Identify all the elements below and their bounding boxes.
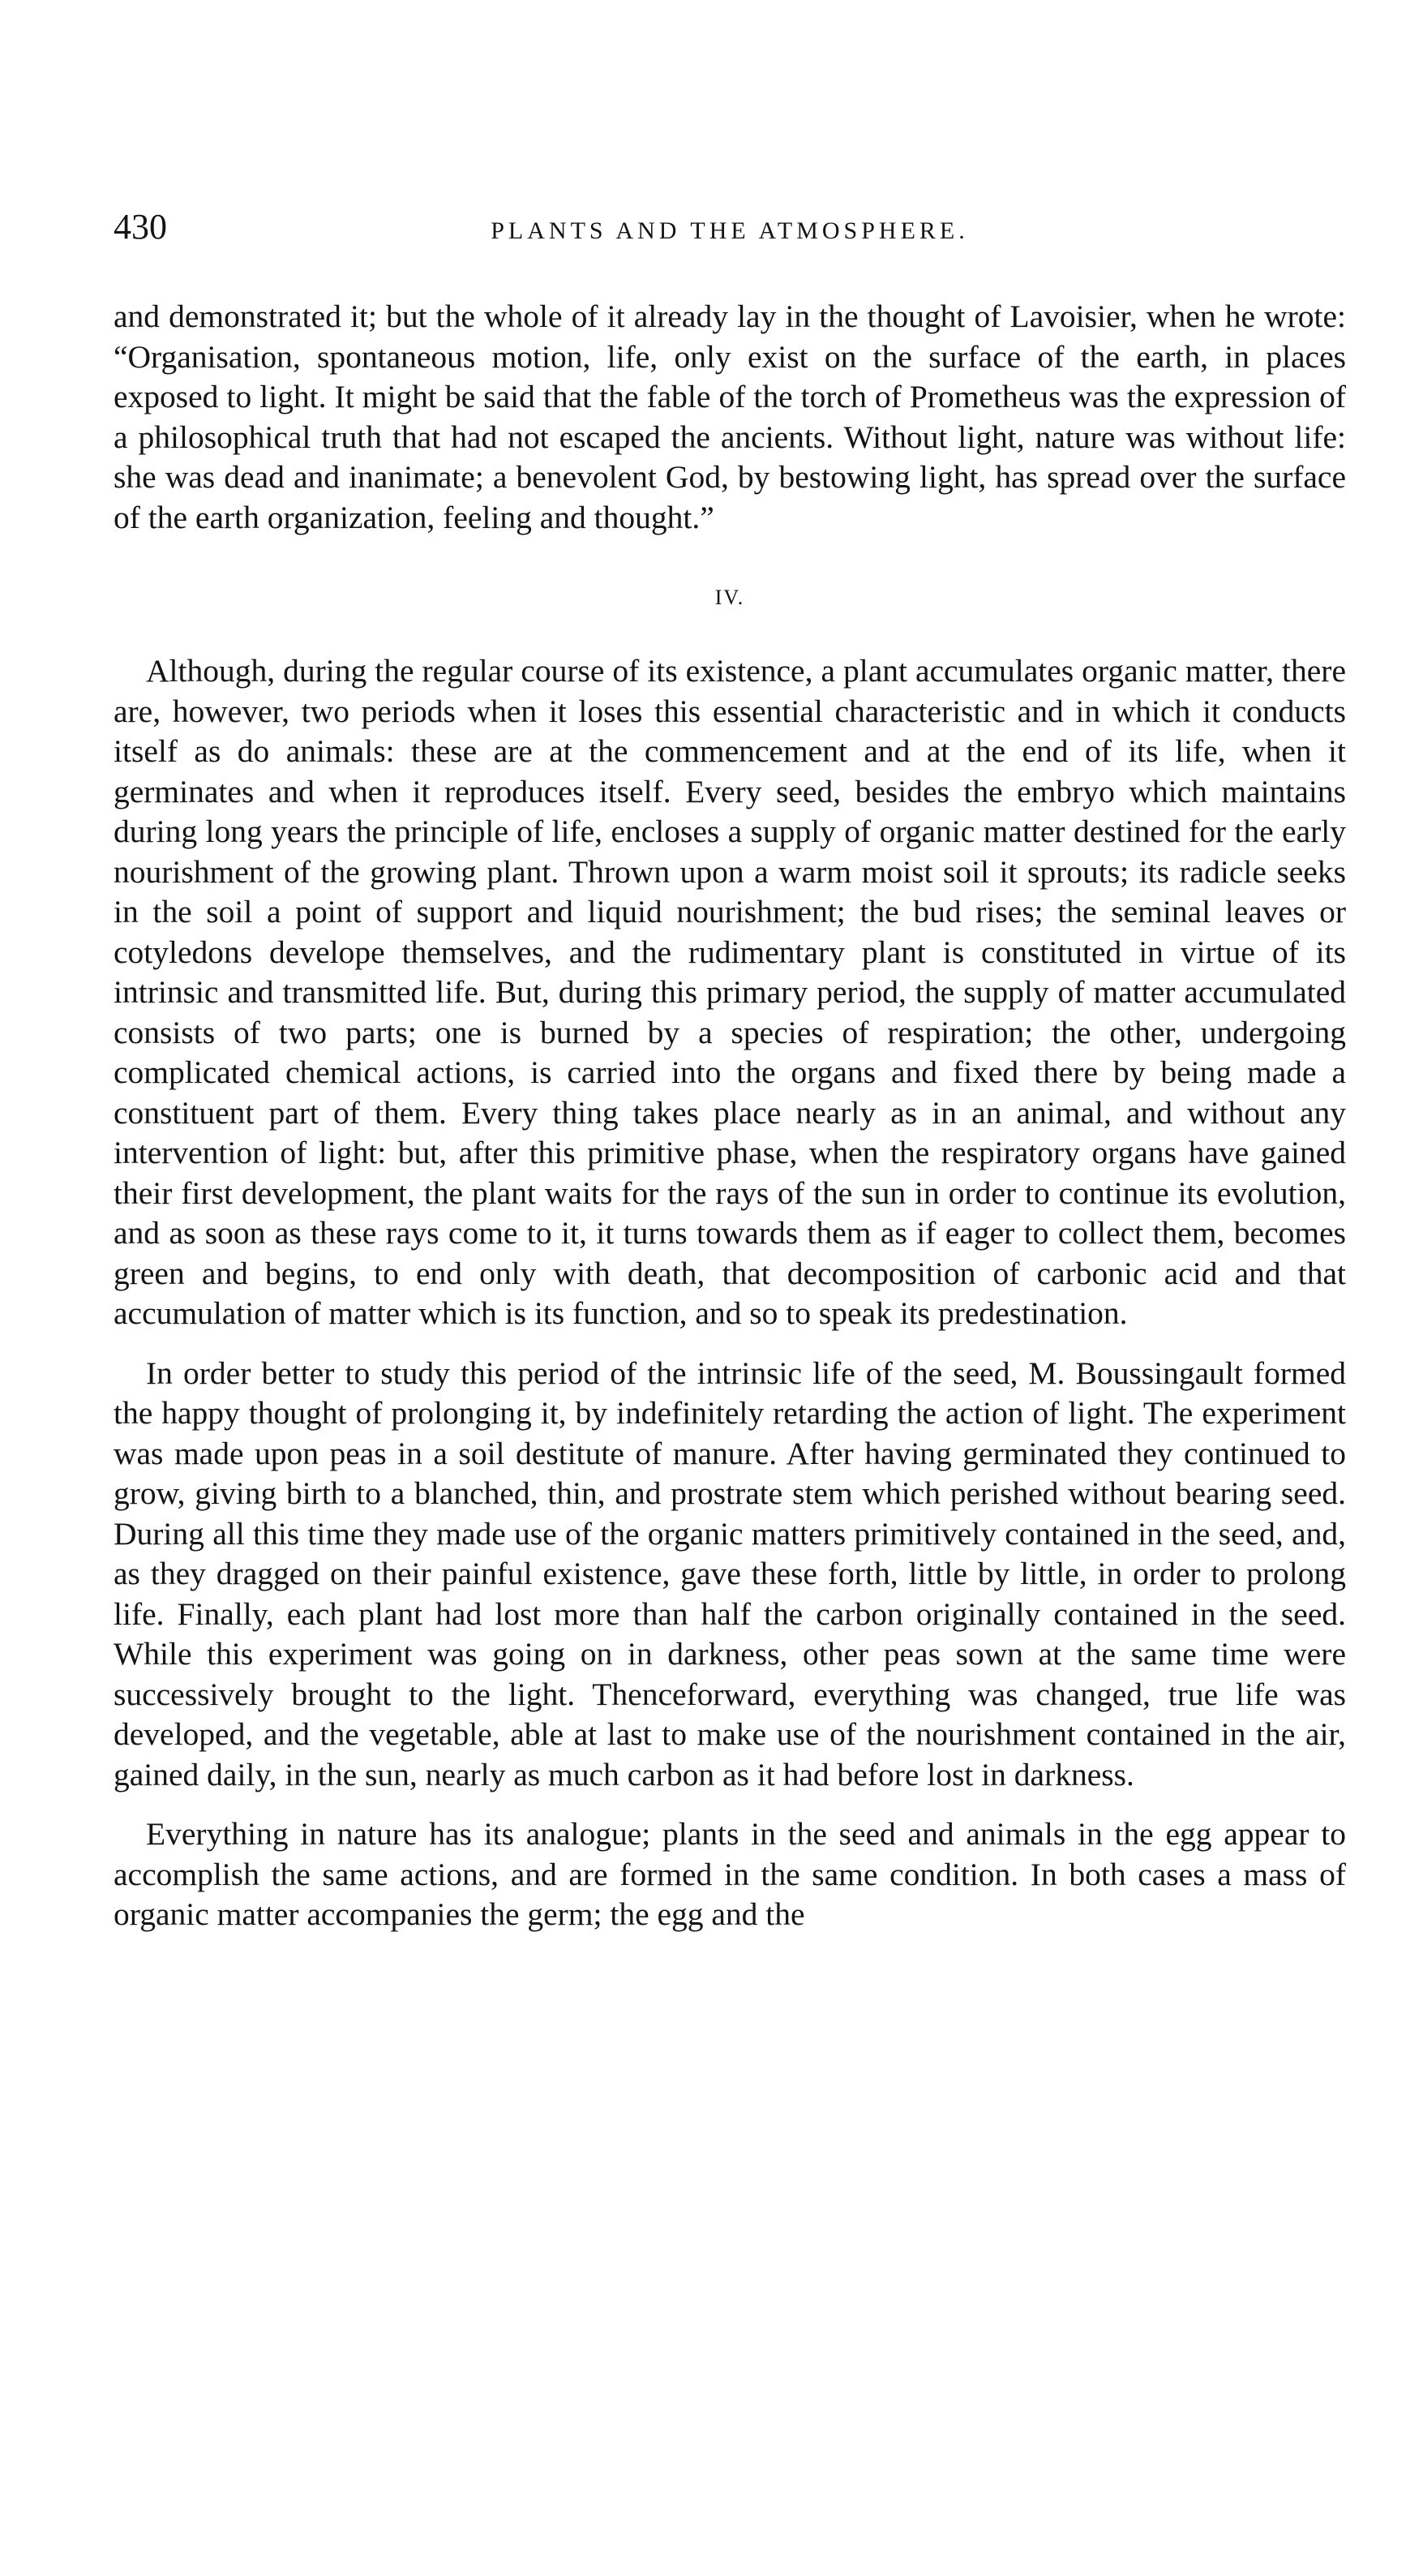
paragraph-analogue: Everything in nature has its analogue; plants in the seed and animals in the egg appear to accomplish the same actions, and are formed in the same condition. In both cases a mass of organic matter accompanies the germ; the egg and the (114, 1816, 1346, 1932)
paragraph-germination: Although, during the regular course of its existence, a plant accumulates organic matter, there are, however, two periods when it loses this essential characteristic and in which it conducts itself as do animals: these are at the commencement and at the end of its life, when it germinates and when it reproduces itself. Every seed, besides the embryo which maintains during long years the principle of life, encloses a supply of organic matter destined for the early nourishment of the growing plant. Thrown upon a warm moist soil it sprouts; its radicle seeks in the soil a point of support and liquid nourishment; the bud rises; the seminal leaves or cotyledons develope themselves, and the rudimentary plant is constituted in virtue of its intrinsic and transmitted life. But, during this primary period, the supply of matter accumulated consists of two parts; one is burned by a species of respiration; the other, undergoing complicated chemical actions, is carried into the organs and fixed there by being made a constituent part of them. Every thing takes place nearly as in an animal, and without any intervention of light: but, after this primitive phase, when the respiratory organs have gained their first development, the plant waits for the rays of the sun in order to continue its evolution, and as soon as these rays come to it, it turns towards them as if eager to collect them, becomes green and begins, to end only with death, that decomposition of carbonic acid and that accumulation of matter which is its function, and so to speak its predestination. (114, 653, 1346, 1331)
page-number: 430 (114, 207, 167, 247)
book-page (114, 203, 1346, 1935)
paragraph-boussingault: In order better to study this period of the intrinsic life of the seed, M. Boussingault formed the happy thought of prolonging it, by indefinitely retarding the action of light. The experiment was made upon peas in a soil destitute of manure. After having germinated they continued to grow, giving birth to a blanched, thin, and prostrate stem which perished without bearing seed. During all this time they made use of the organic matters primitively contained in the seed, and, as they dragged on their painful existence, gave these forth, little by little, in order to prolong life. Finally, each plant had lost more than half the carbon originally contained in the seed. While this experiment was going on in darkness, other peas sown at the same time were successively brought to the light. Thenceforward, everything was changed, true life was developed, and the vegetable, able at last to make use of the nourishment contained in the air, gained daily, in the sun, nearly as much carbon as it had before lost in darkness. (114, 1355, 1346, 1792)
section-number: IV. (714, 586, 745, 609)
running-head: PLANTS AND THE ATMOSPHERE. (491, 217, 969, 244)
page-header (114, 203, 1346, 268)
paragraph-continued: and demonstrated it; but the whole of it already lay in the thought of Lavoisier, when he wrote: “Organisation, spontaneous motion, life, only exist on the surface of the earth, in places exposed to light. It might be said that the fable of the torch of Prometheus was the expression of a philosophical truth that had not escaped the ancients. Without light, nature was without life: she was dead and inanimate; a benevolent God, by bestowing light, has spread over the surface of the earth organization, feeling and thought.” (114, 298, 1346, 535)
